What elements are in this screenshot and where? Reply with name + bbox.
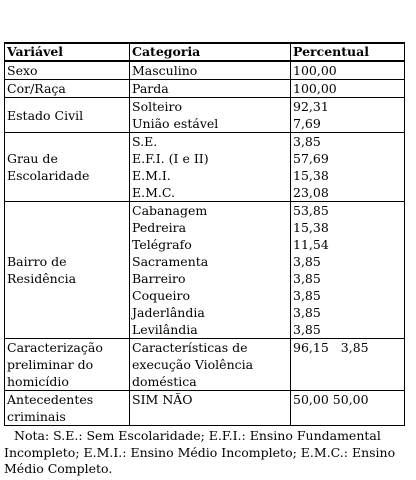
variable-cor: Cor/Raça	[5, 80, 130, 98]
category-cabanagem: Cabanagem	[132, 203, 208, 218]
percent-emi: 15,38	[293, 168, 329, 183]
categories-antecedentes	[130, 391, 291, 426]
variable-sexo: Sexo	[5, 61, 130, 80]
percent-masculino: 100,00	[291, 61, 405, 80]
category-homicidio: Características de execução Violência doméstica	[130, 339, 291, 391]
categories-estado-civil	[130, 98, 291, 133]
row-bairro	[5, 202, 405, 339]
percents-escolaridade	[291, 133, 405, 202]
percent-solteiro: 92,31	[293, 99, 329, 114]
category-coqueiro: Coqueiro	[132, 288, 191, 303]
category-sim: SIM	[132, 392, 159, 407]
category-barreiro: Barreiro	[132, 271, 186, 286]
category-nao: NÃO	[162, 392, 193, 407]
percent-barreiro: 3,85	[293, 271, 321, 286]
row-escolaridade	[5, 133, 405, 202]
percent-jaderlandia: 3,85	[293, 305, 321, 320]
category-levilandia: Levilândia	[132, 322, 198, 337]
variable-estado-civil: Estado Civil	[5, 98, 130, 133]
table-note: Nota: S.E.: Sem Escolaridade; E.F.I.: Ensino Fundamental Incompleto; E.M.I.: Ensino Médio Incompleto; E.M.C.: Ensino Médio Completo.	[4, 428, 396, 476]
categories-bairro	[130, 202, 291, 339]
variable-bairro: Bairro de Residência	[5, 202, 130, 339]
header-percentual: Percentual	[291, 43, 405, 61]
row-estado-civil	[5, 98, 405, 133]
categories-escolaridade	[130, 133, 291, 202]
percent-efi: 57,69	[293, 151, 329, 166]
header-variavel: Variável	[5, 43, 130, 61]
percent-violencia-domestica: 3,85	[340, 340, 369, 355]
header-categoria: Categoria	[130, 43, 291, 61]
percent-pair-homicidio	[293, 340, 369, 355]
percent-se: 3,85	[293, 134, 321, 149]
category-jaderlandia: Jaderlândia	[132, 305, 205, 320]
variable-antecedentes: Antecedentes criminais	[5, 391, 130, 426]
percent-nao: 50,00	[332, 392, 369, 407]
row-cor	[5, 80, 405, 98]
variable-homicidio: Caracterização preliminar do homicídio	[5, 339, 130, 391]
category-pedreira: Pedreira	[132, 220, 187, 235]
category-parda: Parda	[130, 80, 291, 98]
row-antecedentes	[5, 391, 405, 426]
percent-emc: 23,08	[293, 185, 329, 200]
percent-execucao: 96,15	[293, 340, 329, 355]
category-sacramenta: Sacramenta	[132, 254, 209, 269]
row-homicidio	[5, 339, 405, 391]
percent-sim: 50,00	[293, 392, 329, 407]
category-se: S.E.	[132, 134, 158, 149]
category-uniao-estavel: União estável	[132, 116, 219, 131]
category-efi: E.F.I. (I e II)	[132, 151, 209, 166]
category-solteiro: Solteiro	[132, 99, 183, 114]
percent-cabanagem: 53,85	[293, 203, 329, 218]
category-emc: E.M.C.	[132, 185, 175, 200]
percents-estado-civil	[291, 98, 405, 133]
category-emi: E.M.I.	[132, 168, 171, 183]
percent-parda: 100,00	[291, 80, 405, 98]
data-table	[4, 42, 405, 426]
percent-levilandia: 3,85	[293, 322, 321, 337]
variable-escolaridade: Grau de Escolaridade	[5, 133, 130, 202]
percent-coqueiro: 3,85	[293, 288, 321, 303]
header-row	[5, 43, 405, 61]
row-sexo	[5, 61, 405, 80]
percent-pedreira: 15,38	[293, 220, 329, 235]
percent-telegrafo: 11,54	[293, 237, 329, 252]
percent-uniao-estavel: 7,69	[293, 116, 321, 131]
category-masculino: Masculino	[130, 61, 291, 80]
percent-sacramenta: 3,85	[293, 254, 321, 269]
category-telegrafo: Telégrafo	[132, 237, 192, 252]
percents-bairro	[291, 202, 405, 339]
percents-antecedentes	[291, 391, 405, 426]
percents-homicidio	[291, 339, 405, 391]
